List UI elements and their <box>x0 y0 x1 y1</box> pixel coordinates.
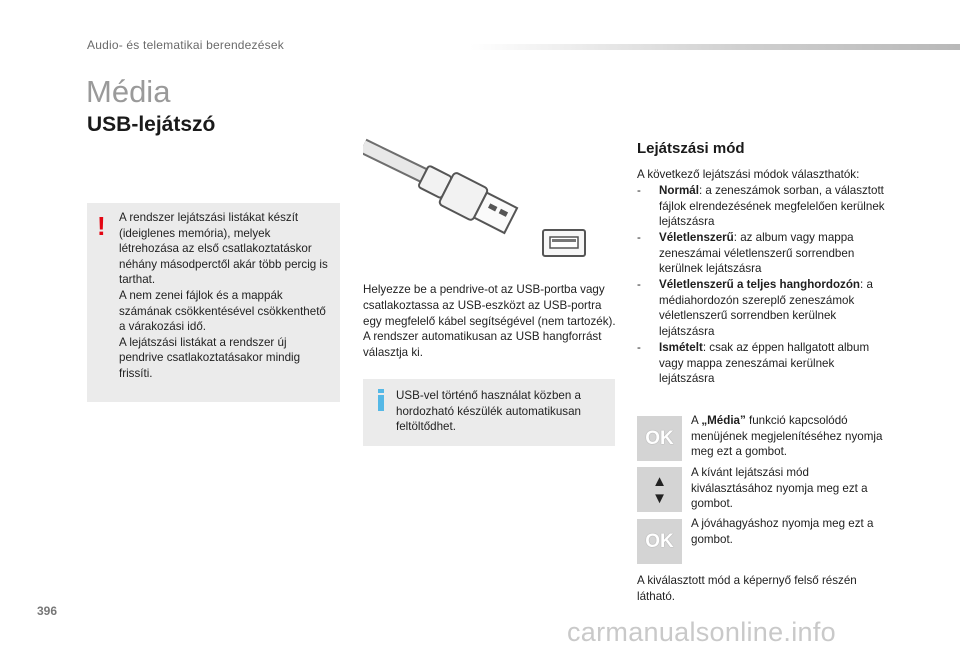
list-item: - Véletlenszerű a teljes hanghordozón: a médiahordozón szereplő zeneszámok véletlenszerű sorrendben kerülnek lejátszásra <box>637 278 873 338</box>
watermark: carmanualsonline.info <box>567 617 836 647</box>
usb-plug-illustration <box>363 138 593 263</box>
arrow-down-icon: ▼ <box>652 489 667 507</box>
arrow-up-icon: ▲ <box>652 472 667 490</box>
header-divider <box>470 44 960 50</box>
header-title: Audio- és telematikai berendezések <box>87 38 284 52</box>
step-text: A kívánt lejátszási mód kiválasztásához nyomja meg ezt a gombot. <box>691 466 868 511</box>
usb-instructions: Helyezze be a pendrive-ot az USB-portba vagy csatlakoztassa az USB-eszközt az USB-portra egy megfelelő kábel segítségével (nem tartozék). A rendszer automatikusan az USB hangforrást választja ki. <box>363 283 616 360</box>
step-text: A jóváhagyáshoz nyomja meg ezt a gombot. <box>691 517 874 546</box>
ok-button-icon: OK <box>637 519 682 564</box>
list-item: - Ismételt: csak az éppen hallgatott album vagy mappa zeneszámai kerülnek lejátszásra <box>637 341 870 386</box>
mode-name: Normál <box>659 184 699 197</box>
mode-name: Ismételt <box>659 341 703 354</box>
section-title: Média <box>86 74 171 109</box>
list-item: - Normál: a zeneszámok sorban, a választott fájlok elrendezésének megfelelően kerülnek lejátszásra <box>637 184 885 229</box>
info-icon <box>376 389 386 411</box>
play-mode-title: Lejátszási mód <box>637 140 745 157</box>
list-item: - Véletlenszerű: az album vagy mappa zeneszámai véletlenszerű sorrendben kerülnek lejátszásra <box>637 231 855 276</box>
page-number: 396 <box>37 604 58 618</box>
mode-name: Véletlenszerű <box>659 231 734 244</box>
footer-note: A kiválasztott mód a képernyő felső részén látható. <box>637 574 857 603</box>
exclamation-icon: ! <box>97 211 106 241</box>
up-down-arrow-icon <box>637 467 682 512</box>
info-text: USB-vel történő használat közben a hordozható készülék automatikusan feltöltődhet. <box>396 389 581 434</box>
mode-name: Véletlenszerű a teljes hanghordozón <box>659 278 860 291</box>
ok-button-icon: OK <box>637 416 682 461</box>
step-text: A „Média” funkció kapcsolódó menüjének megjelenítéséhez nyomja meg ezt a gombot. <box>691 414 883 459</box>
play-mode-intro: A következő lejátszási módok választhatók: <box>637 168 860 181</box>
subsection-title: USB-lejátszó <box>87 113 216 136</box>
warning-text: A rendszer lejátszási listákat készít (ideiglenes memória), melyek létrehozása az első csatlakoztatáskor néhány másodperctől akár több percig is tarthat. A nem zenei fájlok és a mappák számának csökkentésével csökkenthető a várakozási idő. A lejátszási listákat a rendszer új pendrive csatlakoztatásakor mindig frissíti. <box>119 211 328 380</box>
